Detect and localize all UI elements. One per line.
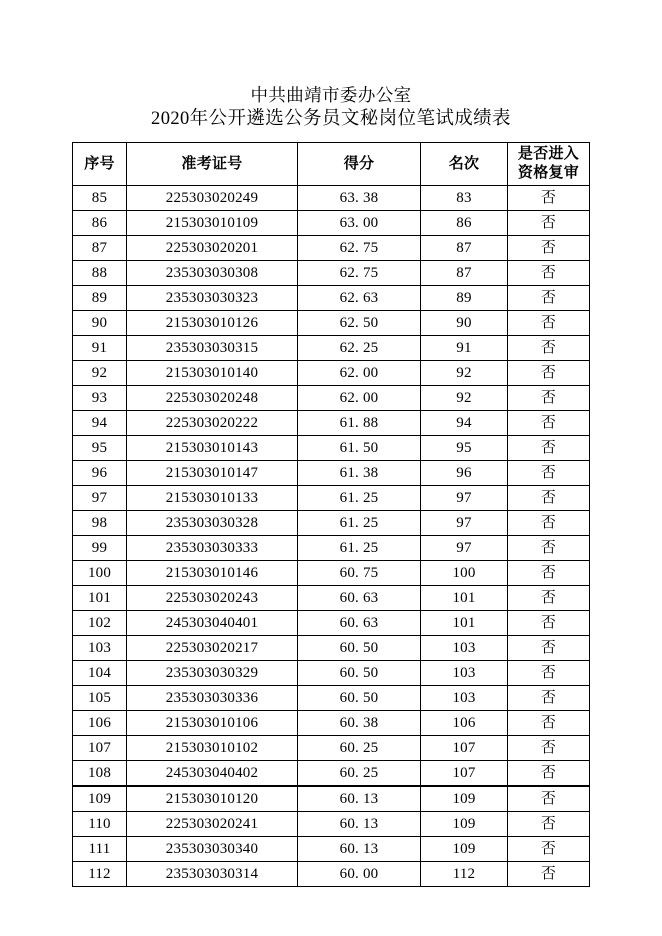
cell-qualification-review: 否 xyxy=(508,461,590,486)
cell-rank: 97 xyxy=(421,511,508,536)
table-row xyxy=(73,386,590,411)
cell-score: 62. 75 xyxy=(298,236,421,261)
cell-rank: 92 xyxy=(421,386,508,411)
cell-qualification-review: 否 xyxy=(508,261,590,286)
cell-qualification-review: 否 xyxy=(508,736,590,761)
cell-score: 61. 25 xyxy=(298,486,421,511)
cell-rank: 83 xyxy=(421,186,508,211)
cell-qualification-review: 否 xyxy=(508,837,590,862)
cell-ticket-number: 215303010109 xyxy=(127,211,298,236)
cell-sequence: 89 xyxy=(73,286,127,311)
cell-sequence: 92 xyxy=(73,361,127,386)
table-row xyxy=(73,186,590,211)
column-header-qualification-review-line1: 是否进入 xyxy=(517,146,580,162)
table-row xyxy=(73,586,590,611)
cell-score: 60. 50 xyxy=(298,686,421,711)
cell-score: 60. 13 xyxy=(298,837,421,862)
cell-rank: 107 xyxy=(421,761,508,787)
cell-rank: 100 xyxy=(421,561,508,586)
table-header-row xyxy=(73,143,590,186)
cell-rank: 94 xyxy=(421,411,508,436)
cell-ticket-number: 225303020201 xyxy=(127,236,298,261)
column-header-qualification-review xyxy=(508,143,590,186)
table-row xyxy=(73,286,590,311)
cell-score: 60. 25 xyxy=(298,761,421,787)
cell-rank: 106 xyxy=(421,711,508,736)
cell-rank: 109 xyxy=(421,786,508,812)
cell-qualification-review: 否 xyxy=(508,211,590,236)
cell-score: 60. 13 xyxy=(298,812,421,837)
table-row xyxy=(73,336,590,361)
cell-qualification-review: 否 xyxy=(508,611,590,636)
cell-score: 60. 63 xyxy=(298,586,421,611)
column-header-ticket-number: 准考证号 xyxy=(127,143,298,186)
table-row xyxy=(73,686,590,711)
cell-sequence: 104 xyxy=(73,661,127,686)
cell-ticket-number: 225303020243 xyxy=(127,586,298,611)
table-row xyxy=(73,611,590,636)
cell-qualification-review: 否 xyxy=(508,786,590,812)
table-row xyxy=(73,812,590,837)
cell-qualification-review: 否 xyxy=(508,636,590,661)
cell-score: 60. 50 xyxy=(298,661,421,686)
cell-ticket-number: 225303020249 xyxy=(127,186,298,211)
cell-ticket-number: 225303020248 xyxy=(127,386,298,411)
cell-qualification-review: 否 xyxy=(508,862,590,887)
cell-rank: 96 xyxy=(421,461,508,486)
table-row xyxy=(73,511,590,536)
cell-sequence: 90 xyxy=(73,311,127,336)
cell-ticket-number: 225303020241 xyxy=(127,812,298,837)
table-row xyxy=(73,211,590,236)
cell-qualification-review: 否 xyxy=(508,511,590,536)
column-header-rank: 名次 xyxy=(421,143,508,186)
table-row xyxy=(73,761,590,787)
cell-rank: 101 xyxy=(421,611,508,636)
table-row xyxy=(73,461,590,486)
cell-qualification-review: 否 xyxy=(508,411,590,436)
cell-sequence: 111 xyxy=(73,837,127,862)
cell-score: 61. 25 xyxy=(298,511,421,536)
title-line-subject: 2020年公开遴选公务员文秘岗位笔试成绩表 xyxy=(151,109,511,129)
cell-ticket-number: 215303010126 xyxy=(127,311,298,336)
cell-ticket-number: 215303010133 xyxy=(127,486,298,511)
table-row xyxy=(73,486,590,511)
table-row xyxy=(73,311,590,336)
cell-score: 62. 00 xyxy=(298,361,421,386)
cell-score: 63. 38 xyxy=(298,186,421,211)
cell-ticket-number: 245303040401 xyxy=(127,611,298,636)
cell-ticket-number: 245303040402 xyxy=(127,761,298,787)
cell-qualification-review: 否 xyxy=(508,486,590,511)
cell-score: 60. 63 xyxy=(298,611,421,636)
cell-score: 63. 00 xyxy=(298,211,421,236)
score-table xyxy=(72,142,590,887)
cell-rank: 103 xyxy=(421,661,508,686)
cell-rank: 95 xyxy=(421,436,508,461)
cell-rank: 91 xyxy=(421,336,508,361)
cell-rank: 86 xyxy=(421,211,508,236)
cell-sequence: 107 xyxy=(73,736,127,761)
table-row xyxy=(73,561,590,586)
cell-ticket-number: 215303010120 xyxy=(127,786,298,812)
table-row xyxy=(73,862,590,887)
table-row xyxy=(73,711,590,736)
cell-qualification-review: 否 xyxy=(508,386,590,411)
table-row xyxy=(73,736,590,761)
table-row xyxy=(73,236,590,261)
cell-qualification-review: 否 xyxy=(508,361,590,386)
cell-rank: 109 xyxy=(421,812,508,837)
cell-score: 60. 38 xyxy=(298,711,421,736)
document-title xyxy=(0,84,662,131)
cell-score: 61. 50 xyxy=(298,436,421,461)
cell-sequence: 103 xyxy=(73,636,127,661)
table-row xyxy=(73,261,590,286)
cell-qualification-review: 否 xyxy=(508,812,590,837)
table-row xyxy=(73,837,590,862)
table-row xyxy=(73,636,590,661)
cell-ticket-number: 235303030315 xyxy=(127,336,298,361)
cell-qualification-review: 否 xyxy=(508,586,590,611)
cell-rank: 87 xyxy=(421,236,508,261)
cell-sequence: 85 xyxy=(73,186,127,211)
cell-rank: 87 xyxy=(421,261,508,286)
cell-sequence: 93 xyxy=(73,386,127,411)
table-body xyxy=(73,186,590,887)
cell-sequence: 94 xyxy=(73,411,127,436)
cell-rank: 89 xyxy=(421,286,508,311)
table-header xyxy=(73,143,590,186)
cell-ticket-number: 215303010140 xyxy=(127,361,298,386)
cell-sequence: 102 xyxy=(73,611,127,636)
cell-score: 62. 50 xyxy=(298,311,421,336)
cell-qualification-review: 否 xyxy=(508,561,590,586)
cell-sequence: 106 xyxy=(73,711,127,736)
cell-score: 62. 25 xyxy=(298,336,421,361)
cell-ticket-number: 235303030336 xyxy=(127,686,298,711)
cell-score: 62. 75 xyxy=(298,261,421,286)
cell-score: 61. 38 xyxy=(298,461,421,486)
cell-ticket-number: 215303010102 xyxy=(127,736,298,761)
table-row xyxy=(73,536,590,561)
cell-sequence: 91 xyxy=(73,336,127,361)
cell-sequence: 86 xyxy=(73,211,127,236)
cell-sequence: 112 xyxy=(73,862,127,887)
cell-ticket-number: 215303010146 xyxy=(127,561,298,586)
cell-rank: 109 xyxy=(421,837,508,862)
cell-ticket-number: 235303030314 xyxy=(127,862,298,887)
cell-rank: 112 xyxy=(421,862,508,887)
column-header-score: 得分 xyxy=(298,143,421,186)
cell-ticket-number: 235303030333 xyxy=(127,536,298,561)
cell-ticket-number: 235303030340 xyxy=(127,837,298,862)
cell-score: 61. 25 xyxy=(298,536,421,561)
cell-qualification-review: 否 xyxy=(508,311,590,336)
cell-score: 61. 88 xyxy=(298,411,421,436)
cell-qualification-review: 否 xyxy=(508,761,590,787)
cell-score: 60. 13 xyxy=(298,786,421,812)
cell-qualification-review: 否 xyxy=(508,186,590,211)
table-row xyxy=(73,436,590,461)
cell-score: 60. 25 xyxy=(298,736,421,761)
cell-qualification-review: 否 xyxy=(508,236,590,261)
cell-qualification-review: 否 xyxy=(508,286,590,311)
cell-rank: 103 xyxy=(421,686,508,711)
table-row xyxy=(73,411,590,436)
cell-sequence: 100 xyxy=(73,561,127,586)
cell-qualification-review: 否 xyxy=(508,536,590,561)
cell-sequence: 105 xyxy=(73,686,127,711)
cell-sequence: 95 xyxy=(73,436,127,461)
cell-qualification-review: 否 xyxy=(508,686,590,711)
column-header-qualification-review-line2: 资格复审 xyxy=(517,165,580,181)
cell-rank: 101 xyxy=(421,586,508,611)
cell-ticket-number: 215303010147 xyxy=(127,461,298,486)
cell-ticket-number: 235303030323 xyxy=(127,286,298,311)
cell-qualification-review: 否 xyxy=(508,336,590,361)
cell-sequence: 96 xyxy=(73,461,127,486)
cell-ticket-number: 225303020217 xyxy=(127,636,298,661)
score-table-container xyxy=(72,142,589,887)
cell-sequence: 108 xyxy=(73,761,127,787)
cell-rank: 92 xyxy=(421,361,508,386)
cell-score: 62. 00 xyxy=(298,386,421,411)
title-line-organization: 中共曲靖市委办公室 xyxy=(250,85,412,105)
cell-sequence: 99 xyxy=(73,536,127,561)
cell-rank: 97 xyxy=(421,536,508,561)
cell-ticket-number: 215303010106 xyxy=(127,711,298,736)
table-row xyxy=(73,786,590,812)
cell-sequence: 101 xyxy=(73,586,127,611)
cell-ticket-number: 215303010143 xyxy=(127,436,298,461)
cell-sequence: 97 xyxy=(73,486,127,511)
cell-score: 60. 75 xyxy=(298,561,421,586)
cell-ticket-number: 235303030328 xyxy=(127,511,298,536)
cell-rank: 97 xyxy=(421,486,508,511)
cell-sequence: 110 xyxy=(73,812,127,837)
cell-score: 60. 00 xyxy=(298,862,421,887)
cell-qualification-review: 否 xyxy=(508,661,590,686)
cell-ticket-number: 225303020222 xyxy=(127,411,298,436)
cell-sequence: 87 xyxy=(73,236,127,261)
cell-score: 60. 50 xyxy=(298,636,421,661)
cell-sequence: 88 xyxy=(73,261,127,286)
column-header-sequence: 序号 xyxy=(73,143,127,186)
cell-rank: 90 xyxy=(421,311,508,336)
cell-qualification-review: 否 xyxy=(508,436,590,461)
cell-sequence: 109 xyxy=(73,786,127,812)
cell-ticket-number: 235303030329 xyxy=(127,661,298,686)
cell-rank: 103 xyxy=(421,636,508,661)
cell-ticket-number: 235303030308 xyxy=(127,261,298,286)
cell-rank: 107 xyxy=(421,736,508,761)
cell-sequence: 98 xyxy=(73,511,127,536)
table-row xyxy=(73,361,590,386)
table-row xyxy=(73,661,590,686)
cell-score: 62. 63 xyxy=(298,286,421,311)
cell-qualification-review: 否 xyxy=(508,711,590,736)
